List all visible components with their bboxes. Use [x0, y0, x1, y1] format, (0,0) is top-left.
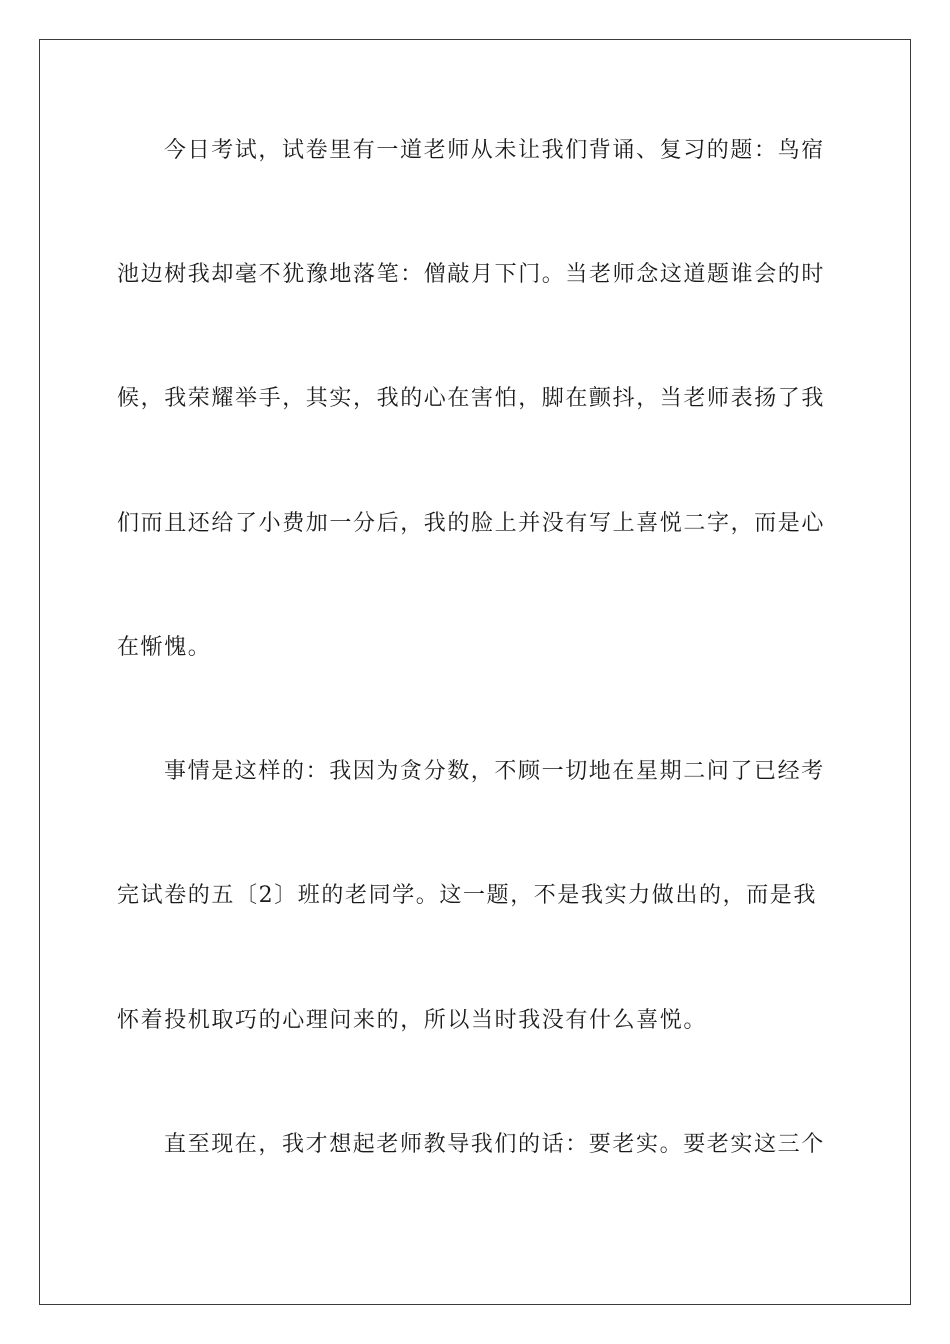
paragraph-1-line-4: 们而且还给了小费加一分后，我的脸上并没有写上喜悦二字，而是心 — [117, 511, 826, 536]
paragraph-1-line-2: 池边树我却毫不犹豫地落笔：僧敲月下门。当老师念这道题谁会的时 — [117, 262, 826, 287]
page-border — [39, 39, 911, 1305]
paragraph-2-line-1: 事情是这样的：我因为贪分数，不顾一切地在星期二问了已经考 — [164, 759, 825, 784]
paragraph-1-line-3: 候，我荣耀举手，其实，我的心在害怕，脚在颤抖，当老师表扬了我 — [117, 386, 826, 411]
paragraph-2-line-3: 怀着投机取巧的心理问来的，所以当时我没有什么喜悦。 — [117, 1008, 708, 1033]
paragraph-3-line-1: 直至现在，我才想起老师教导我们的话：要老实。要老实这三个 — [164, 1132, 825, 1157]
paragraph-2-line-2: 完试卷的五〔2〕班的老同学。这一题，不是我实力做出的，而是我 — [117, 883, 817, 908]
paragraph-1-line-5: 在惭愧。 — [117, 635, 212, 660]
paragraph-1-line-1: 今日考试，试卷里有一道老师从未让我们背诵、复习的题：鸟宿 — [164, 138, 825, 163]
